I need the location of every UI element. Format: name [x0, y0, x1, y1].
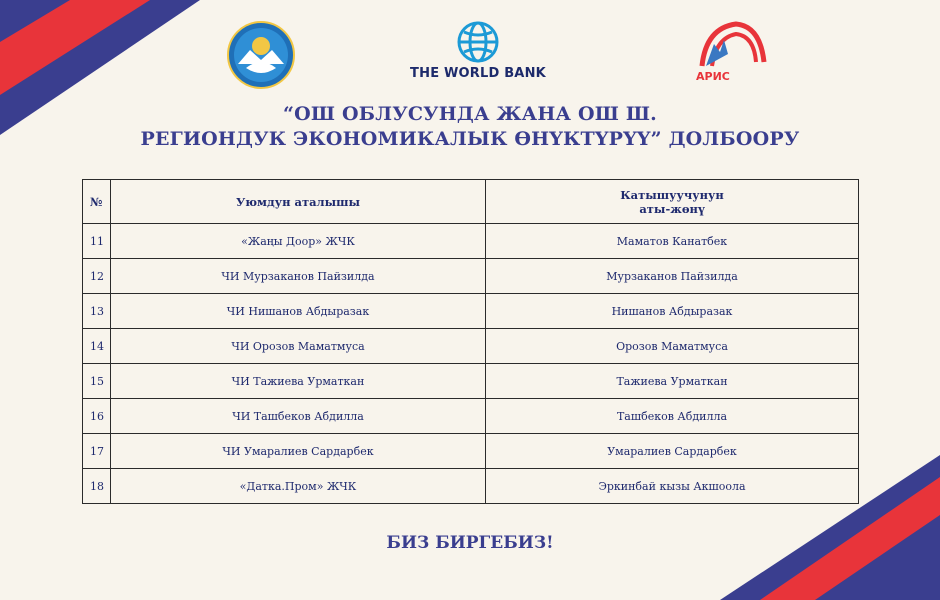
- header-organization: Уюмдун аталышы: [111, 180, 486, 224]
- row-organization: «Датка.Пром» ЖЧК: [111, 469, 486, 504]
- table-row: [83, 224, 859, 259]
- logo-bar: [0, 18, 940, 98]
- row-participant: Тажиева Урматкан: [486, 364, 859, 399]
- row-organization: ЧИ Ташбеков Абдилла: [111, 399, 486, 434]
- row-num: 15: [83, 364, 111, 399]
- row-participant: Мурзаканов Пайзилда: [486, 259, 859, 294]
- aris-text: АРИС: [696, 70, 730, 83]
- table-row: [83, 434, 859, 469]
- kyrgyz-emblem-icon: [226, 20, 296, 90]
- row-num: 13: [83, 294, 111, 329]
- row-participant: Ташбеков Абдилла: [486, 399, 859, 434]
- row-organization: ЧИ Умаралиев Сардарбек: [111, 434, 486, 469]
- row-organization: ЧИ Орозов Маматмуса: [111, 329, 486, 364]
- page-title: [0, 102, 940, 152]
- row-participant: Орозов Маматмуса: [486, 329, 859, 364]
- aris-logo: [696, 18, 768, 94]
- world-bank-logo: [408, 20, 548, 100]
- row-num: 17: [83, 434, 111, 469]
- aris-hands-icon: [696, 18, 768, 68]
- table-row: [83, 364, 859, 399]
- row-organization: ЧИ Мурзаканов Пайзилда: [111, 259, 486, 294]
- table-row: [83, 469, 859, 504]
- row-num: 18: [83, 469, 111, 504]
- title-line-2: РЕГИОНДУК ЭКОНОМИКАЛЫК ӨНҮКТҮРҮҮ” ДОЛБООРУ: [140, 128, 800, 150]
- world-bank-globe-icon: [456, 20, 500, 64]
- table-row: [83, 329, 859, 364]
- participants-table: [82, 179, 859, 504]
- row-num: 14: [83, 329, 111, 364]
- world-bank-text: THE WORLD BANK: [410, 66, 546, 81]
- row-organization: «Жаңы Доор» ЖЧК: [111, 224, 486, 259]
- table-row: [83, 294, 859, 329]
- row-num: 16: [83, 399, 111, 434]
- row-organization: ЧИ Нишанов Абдыразак: [111, 294, 486, 329]
- row-num: 12: [83, 259, 111, 294]
- title-line-1: “ОШ ОБЛУСУНДА ЖАНА ОШ Ш.: [283, 103, 657, 125]
- header-num: №: [83, 180, 111, 224]
- table-header-row: [83, 180, 859, 224]
- row-participant: Маматов Канатбек: [486, 224, 859, 259]
- row-organization: ЧИ Тажиева Урматкан: [111, 364, 486, 399]
- table-row: [83, 399, 859, 434]
- header-participant: [486, 180, 859, 224]
- header-participant-line-2: аты-жөнү: [639, 201, 705, 216]
- row-participant: Умаралиев Сардарбек: [486, 434, 859, 469]
- header-participant-line-1: Катышуучунун: [620, 187, 724, 202]
- row-participant: Нишанов Абдыразак: [486, 294, 859, 329]
- row-num: 11: [83, 224, 111, 259]
- table-row: [83, 259, 859, 294]
- slogan: БИЗ БИРГЕБИЗ!: [386, 533, 554, 553]
- row-participant: Эркинбай кызы Акшоола: [486, 469, 859, 504]
